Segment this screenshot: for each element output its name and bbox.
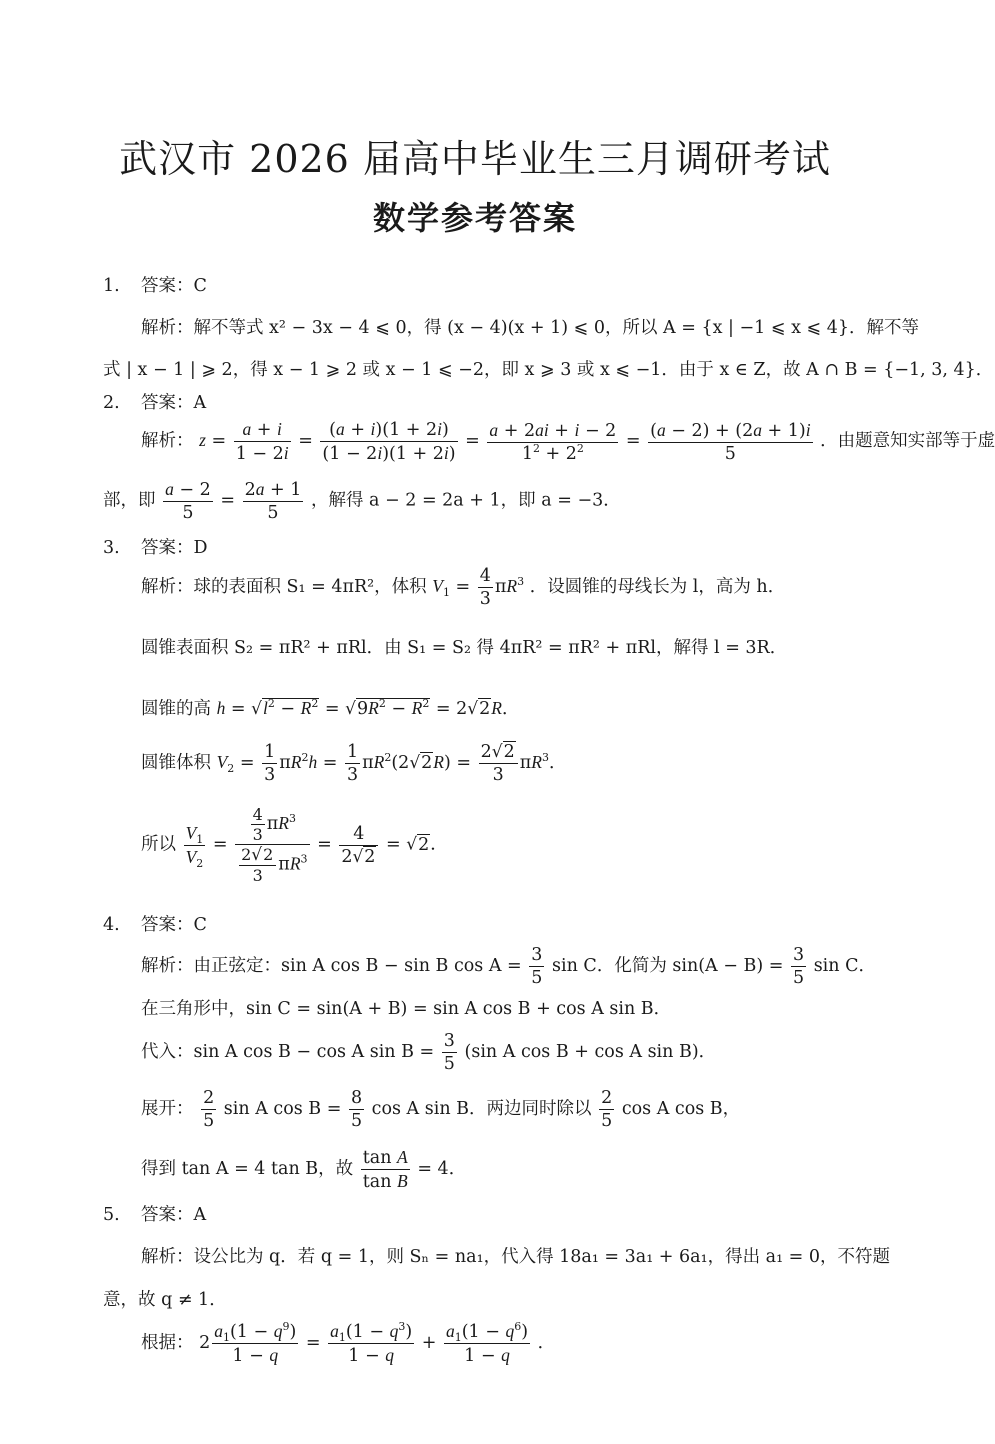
- q5-explanation-line2: 意，故 q ≠ 1．: [103, 1290, 227, 1310]
- q1-number: 1.: [103, 276, 120, 296]
- q4-explanation-line1: 解析：由正弦定：sin A cos B − sin B cos A = $\frac{3}{5}$ sin C．化简为 sin(A − B) = $\frac{3}{5}$ sin C．: [141, 945, 877, 988]
- q3-explanation-line5: 所以 $\frac{V_1}{V_2}$ = $\frac{4}{3}$ $\pi R^3$ $\frac{2√2}{3}$ $\pi R^3$ = $\frac{4}{2√2}$ = √2．: [141, 805, 448, 885]
- q5-explanation-line3: 根据： 2 $\frac{a_1(1 - q^9)}{1 - q}$ = $\frac{a_1(1 - q^3)}{1 - q}$ + $\frac{a_1(1 - q^6)}{1 - q}$ ．: [141, 1320, 556, 1366]
- q4-number: 4.: [103, 915, 120, 935]
- q1-explanation-line2: 式 | x − 1 | ⩾ 2，得 x − 1 ⩾ 2 或 x − 1 ⩽ −2，即 x ⩾ 3 或 x ⩽ −1．由于 x ∈ Z，故 A ∩ B = {−1, 3, 4}．: [103, 360, 994, 380]
- q3-explanation-line3: 圆锥的高 $h = √l^2 - R^2 = √9R^2 - R^2 = 2√2R$．: [141, 697, 520, 719]
- q4-answer: 答案：C: [141, 915, 207, 935]
- q1-explanation-line1: 解析：解不等式 x² − 3x − 4 ⩽ 0，得 (x − 4)(x + 1) ⩽ 0，所以 A = {x | −1 ⩽ x ⩽ 4}．解不等: [141, 318, 919, 338]
- q2-number: 2.: [103, 393, 120, 413]
- q4-explanation-line5: 得到 tan A = 4 tan B，故 $\frac{\text{tan A}}{\text{tan B}}$ = 4．: [141, 1147, 467, 1192]
- q1-answer: 答案：C: [141, 276, 207, 296]
- q5-number: 5.: [103, 1205, 120, 1225]
- doc-subtitle: 数学参考答案: [372, 199, 577, 237]
- doc-title: 武汉市 2026 届高中毕业生三月调研考试: [119, 137, 831, 181]
- q3-number: 3.: [103, 538, 120, 558]
- q3-explanation-line1: 解析：球的表面积 S₁ = 4πR²，体积 $V_1$ = $\frac{4}{3}$ $\pi R^3$ ．设圆锥的母线长为 l，高为 h．: [141, 566, 786, 609]
- q4-explanation-line4: 展开： $\frac{2}{5}$ sin A cos B = $\frac{8}{5}$ cos A sin B．两边同时除以 $\frac{2}{5}$ cos A cos B，: [141, 1088, 741, 1131]
- q3-explanation-line2: 圆锥表面积 S₂ = πR² + πRl．由 S₁ = S₂ 得 4πR² = πR² + πRl，解得 l = 3R．: [141, 638, 788, 658]
- q3-answer: 答案：D: [141, 538, 208, 558]
- q5-explanation-line1: 解析：设公比为 q．若 q = 1，则 Sₙ = na₁，代入得 18a₁ = 3a₁ + 6a₁，得出 a₁ = 0，不符题: [141, 1247, 891, 1267]
- q2-answer: 答案：A: [141, 393, 207, 413]
- q2-formula-z: z = $\frac{a + i}{1 - 2i}$ = $\frac{(a + i)(1 + 2i)}{(1 - 2i)(1 + 2i)}$ = $\frac{a + 2ai + i - 2}{1^2 + 2^2}$ = $\frac{(a - 2) + (2a + 1)i}{5}$: [199, 419, 811, 464]
- q4-explanation-line3: 代入：sin A cos B − cos A sin B = $\frac{3}{5}$ (sin A cos B + cos A sin B)．: [141, 1031, 717, 1074]
- q3-explanation-line4: 圆锥体积 $V_2$ = $\frac{1}{3}$ $\pi R^2h$ = $\frac{1}{3}$ $\pi R^2(2√2R)$ = $\frac{2√2}{3}$ $\pi R^3$．: [141, 742, 567, 785]
- q2-explanation-line2: 部，即 $\frac{a - 2}{5}$ = $\frac{2a + 1}{5}$ ，解得 a − 2 = 2a + 1，即 a = −3．: [103, 479, 621, 523]
- q2-explanation-line1: 解析： z = $\frac{a + i}{1 - 2i}$ = $\frac{(a + i)(1 + 2i)}{(1 - 2i)(1 + 2i)}$ = $\frac{a + 2ai + i - 2}{1^2 + 2^2}$ = $\frac{(a - 2) + (2a + 1)i}{5}$ ．由题意知实部等于虚: [141, 419, 995, 464]
- q4-explanation-line2: 在三角形中，sin C = sin(A + B) = sin A cos B + cos A sin B．: [141, 999, 672, 1019]
- q5-answer: 答案：A: [141, 1205, 207, 1225]
